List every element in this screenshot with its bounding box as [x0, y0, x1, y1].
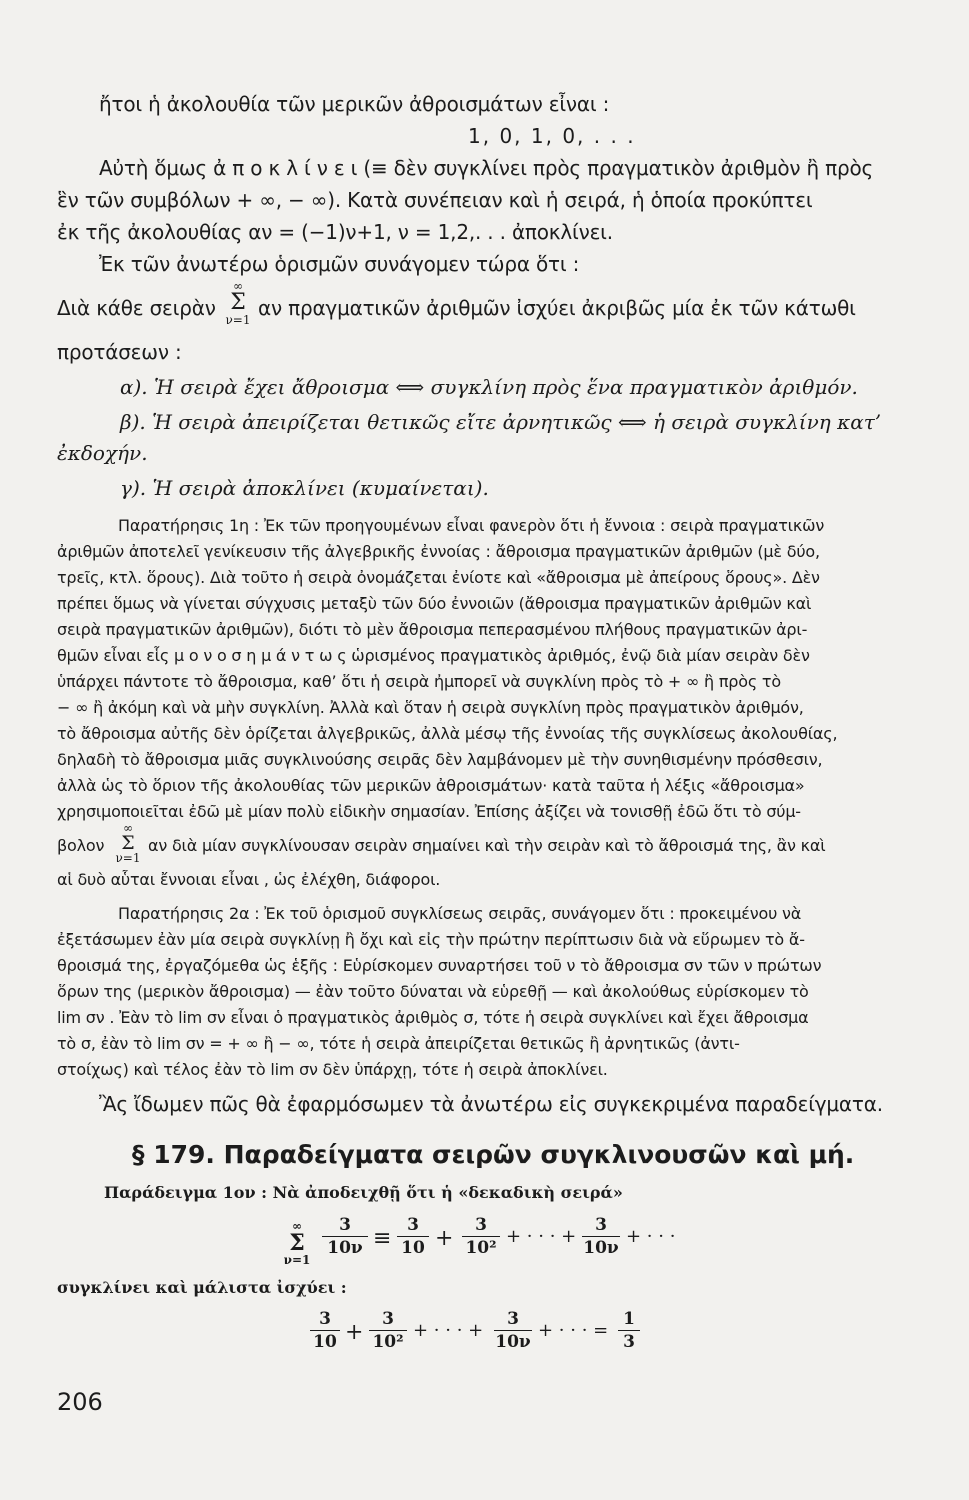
note-1-line: σειρὰ πραγματικῶν ἀριθμῶν), διότι τὸ μὲν ἄθροισμα πεπερασμένου πλήθους πραγματικῶν ἀρι- [57, 620, 808, 639]
plus-sign: + [345, 1320, 364, 1345]
fraction: 3 10ν [583, 1215, 619, 1258]
example-title: Παράδειγμα 1ον : Νὰ ἀποδειχθῇ ὅτι ἡ «δεκαδικὴ σειρά» [104, 1183, 623, 1202]
note-2-line: θροισμά της, ἐργαζόμεθα ὡς ἑξῆς : Εὑρίσκομεν συναρτήσει τοῦ ν τὸ ἄθροισμα σν τῶν ν πρώτων [57, 956, 822, 975]
fraction: 3 10 [310, 1308, 340, 1353]
fraction: 3 10ν [322, 1214, 368, 1259]
proposition-b-cont: ἐκδοχήν. [57, 441, 148, 465]
sequence-line: 1, 0, 1, 0, . . . [468, 124, 636, 148]
note-2-line: Παρατήρησις 2α : Ἐκ τοῦ ὁρισμοῦ συγκλίσεως σειρᾶς, συνάγομεν ὅτι : προκειμένου νὰ [118, 904, 802, 923]
note-1-line: − ∞ ἢ ἀκόμη καὶ νὰ μὴν συγκλίνη. Ἀλλὰ καὶ ὅταν ἡ σειρὰ συγκλίνη πρὸς πραγματικὸν ἀριθμόν, [57, 698, 804, 717]
fraction: 3 10² [369, 1308, 407, 1353]
note-2-line: ἐξετάσωμεν ἐὰν μία σειρὰ συγκλίνῃ ἢ ὄχι καὶ εἰς τὴν πρώτην περίπτωσιν διὰ νὰ εὕρωμεν τὸ ἄ- [57, 930, 805, 949]
text-line: Ἐκ τῶν ἀνωτέρω ὁρισμῶν συνάγομεν τώρα ὅτι : [99, 252, 580, 276]
ellipsis: + · · · [626, 1226, 676, 1247]
note-1-line: πρέπει ὅμως νὰ γίνεται σύγχυσις μεταξὺ τῶν δύο ἐννοιῶν (ἄθροισμα πραγματικῶν ἀριθμῶν καὶ [57, 594, 812, 613]
text-line: Διὰ κάθε σειρὰν [57, 296, 216, 320]
note-1-line: χρησιμοποιεῖται ἐδῶ μὲ μίαν πολὺ εἰδικὴν σημασίαν. Ἐπίσης ἀξίζει νὰ τονισθῇ ἐδῶ ὅτι τὸ σύμ- [57, 802, 801, 821]
fraction: 3 10² [462, 1214, 500, 1259]
fraction: 3 10 [397, 1214, 429, 1259]
note-1-line: τὸ ἄθροισμα αὐτῆς δὲν ὁρίζεται ἀλγεβρικῶς, ἀλλὰ μέσῳ τῆς ἐννοίας τῆς συγκλίσεως ἀκολουθίας, [57, 724, 838, 743]
note-1-line: ἀριθμῶν ἀποτελεῖ γενίκευσιν τῆς ἀλγεβρικῆς ἐννοίας : ἄθροισμα πραγματικῶν ἀριθμῶν (μὲ δύο, [57, 542, 820, 561]
note-2-line: lim σν . Ἐὰν τὸ lim σν εἶναι ὁ πραγματικὸς ἀριθμὸς σ, τότε ἡ σειρὰ συγκλίνει καὶ ἔχει ἄθροισμα [57, 1008, 809, 1027]
text-line: προτάσεων : [57, 340, 182, 364]
page-number: 206 [57, 1388, 103, 1416]
note-1-line: τρεῖς, κτλ. ὅρους). Διὰ τοῦτο ἡ σειρὰ ὀνομάζεται ἐνίοτε καὶ «ἄθροισμα μὲ ἀπείρους ὅρους». Δὲν [57, 568, 820, 587]
summation-symbol: ∞ Σ ν=1 [283, 1219, 311, 1267]
summation-symbol: ∞ Σ ν=1 [115, 821, 141, 865]
text-line: ἓν τῶν συμβόλων + ∞, − ∞). Κατὰ συνέπειαν καὶ ἡ σειρά, ἡ ὁποία προκύπτει [57, 188, 813, 212]
note-2-line: ὅρων της (μερικὸν ἄθροισμα) — ἐὰν τοῦτο δύναται νὰ εὑρεθῇ — καὶ ἀκολούθως εὑρίσκομεν τὸ [57, 982, 809, 1001]
equiv-sign: ≡ [373, 1226, 392, 1251]
text-line: Ἂς ἴδωμεν πῶς θὰ ἐφαρμόσωμεν τὰ ἀνωτέρω εἰς συγκεκριμένα παραδείγματα. [99, 1092, 883, 1116]
text-line: Αὐτὴ ὅμως ἀ π ο κ λ ί ν ε ι (≡ δὲν συγκλίνει πρὸς πραγματικὸν ἀριθμὸν ἢ πρὸς [99, 156, 874, 180]
text-line: αν πραγματικῶν ἀριθμῶν ἰσχύει ἀκριβῶς μία ἐκ τῶν κάτωθι [258, 296, 856, 320]
note-1-line: αἱ δυὸ αὗται ἔννοιαι εἶναι , ὡς ἐλέχθη, διάφοροι. [57, 870, 441, 889]
note-2-line: τὸ σ, ἐὰν τὸ lim σν = + ∞ ἢ − ∞, τότε ἡ σειρὰ ἀπειρίζεται θετικῶς ἢ ἀρνητικῶς (ἀντι- [57, 1034, 740, 1053]
plus-sign: + [435, 1226, 454, 1251]
ellipsis: + · · · = [538, 1320, 609, 1341]
note-2-line: στοίχως) καὶ τέλος ἐὰν τὸ lim σν δὲν ὑπάρχῃ, τότε ἡ σειρὰ ἀποκλίνει. [57, 1060, 608, 1079]
proposition-c: γ). Ἡ σειρὰ ἀποκλίνει (κυμαίνεται). [120, 476, 489, 500]
ellipsis: + · · · + [506, 1226, 577, 1247]
note-1-line: δηλαδὴ τὸ ἄθροισμα μιᾶς συγκλινούσης σειρᾶς δὲν λαμβάνομεν μὲ τὴν συνηθισμένην πρόσθεσιν, [57, 750, 823, 769]
note-1-line: βολον [57, 836, 105, 855]
note-1-line: ἀλλὰ ὡς τὸ ὅριον τῆς ἀκολουθίας τῶν μερικῶν ἀθροισμάτων· κατὰ ταῦτα ἡ λέξις «ἄθροισμα» [57, 776, 805, 795]
text-line: ἐκ τῆς ἀκολουθίας αν = (−1)ν+1, ν = 1,2,. . . ἀποκλίνει. [57, 220, 613, 244]
note-1-line: αν διὰ μίαν συγκλίνουσαν σειρὰν σημαίνει καὶ τὴν σειρὰν καὶ τὸ ἄθροισμά της, ἂν καὶ [148, 836, 826, 855]
note-1-line: Παρατήρησις 1η : Ἐκ τῶν προηγουμένων εἶναι φανερὸν ὅτι ἡ ἔννοια : σειρὰ πραγματικῶν [118, 516, 825, 535]
summation-symbol: ∞ Σ ν=1 [225, 279, 251, 327]
proposition-a: α). Ἡ σειρὰ ἔχει ἄθροισμα ⟺ συγκλίνη πρὸς ἕνα πραγματικὸν ἀριθμόν. [120, 375, 858, 399]
note-1-line: θμῶν εἶναι εἷς μ ο ν ο σ η μ ά ν τ ω ς ὡρισμένος πραγματικὸς ἀριθμός, ἐνῷ διὰ μίαν σειρὰν δὲν [57, 646, 810, 665]
ellipsis: + · · · + [413, 1320, 484, 1341]
note-1-line: ὑπάρχει πάντοτε τὸ ἄθροισμα, καθ’ ὅτι ἡ σειρὰ ἠμπορεῖ νὰ συγκλίνη πρὸς τὸ + ∞ ἢ πρὸς τὸ [57, 672, 781, 691]
section-heading: § 179. Παραδείγματα σειρῶν συγκλινουσῶν καὶ μή. [132, 1140, 855, 1169]
example-text: συγκλίνει καὶ μάλιστα ἰσχύει : [57, 1278, 347, 1297]
text-line: ἤτοι ἡ ἀκολουθία τῶν μερικῶν ἀθροισμάτων εἶναι : [99, 92, 610, 116]
proposition-b: β). Ἡ σειρὰ ἀπειρίζεται θετικῶς εἴτε ἀρνητικῶς ⟺ ἡ σειρὰ συγκλίνη κατ’ [120, 410, 882, 434]
fraction: 1 3 [618, 1308, 640, 1353]
fraction: 3 10ν [495, 1309, 531, 1352]
